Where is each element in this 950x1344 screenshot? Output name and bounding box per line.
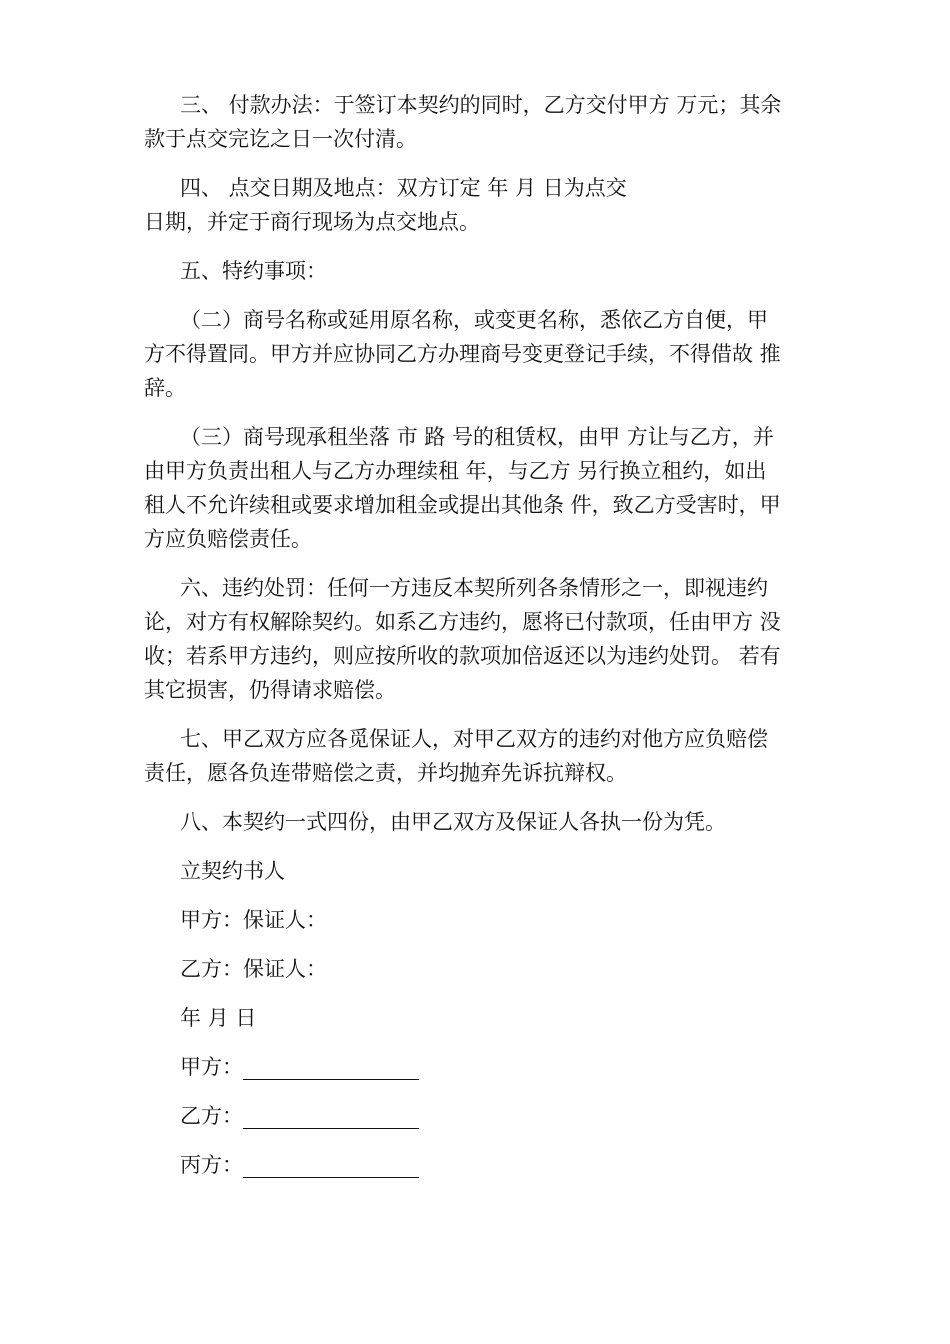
clause-breach-line-1: 六、违约处罚：任何一方违反本契所列各条情形之一，即视违约: [180, 576, 768, 600]
party-b-guarantor-label: 乙方：保证人：: [180, 957, 327, 981]
party-b-label: 乙方：: [180, 1104, 243, 1128]
party-c-signature-line[interactable]: [243, 1157, 419, 1178]
special-term-2-line-1: （二）商号名称或延用原名称，或变更名称，悉依乙方自便，甲: [180, 308, 768, 332]
special-term-3-line-1: （三）商号现承租坐落 市 路 号的租赁权，由甲 方让与乙方，并: [180, 425, 774, 449]
signature-party-b-guarantor: [144, 952, 834, 986]
special-term-3: [144, 420, 834, 556]
clause-breach-line-4: 其它损害，仍得请求赔偿。: [144, 678, 396, 702]
clause-copies-line: 八、本契约一式四份，由甲乙双方及保证人各执一份为凭。: [180, 810, 726, 834]
signature-party-c: [144, 1148, 834, 1182]
clause-breach-line-2: 论，对方有权解除契约。如系乙方违约，愿将已付款项，任由甲方 没: [144, 610, 781, 634]
special-term-2: [144, 303, 834, 405]
clause-handover-date: [144, 171, 834, 239]
clause-payment-line-2: 款于点交完讫之日一次付清。: [144, 127, 417, 151]
clause-handover-line-1: 四、 点交日期及地点：双方订定 年 月 日为点交: [180, 176, 627, 200]
clause-breach-penalty: [144, 571, 834, 707]
clause-payment: [144, 88, 834, 156]
clause-handover-line-2: 日期，并定于商行现场为点交地点。: [144, 210, 480, 234]
clause-guarantors: [144, 722, 834, 790]
clause-breach-line-3: 收；若系甲方违约，则应按所收的款项加倍返还以为违约处罚。 若有: [144, 644, 781, 668]
party-c-label: 丙方：: [180, 1153, 243, 1177]
special-term-3-line-3: 租人不允许续租或要求增加租金或提出其他条 件，致乙方受害时，甲: [144, 493, 781, 517]
signature-party-a: [144, 1050, 834, 1084]
clause-special-terms: [144, 254, 834, 288]
contract-page: [144, 88, 834, 1182]
signature-party-b: [144, 1099, 834, 1133]
special-term-3-line-4: 方应负赔偿责任。: [144, 527, 312, 551]
party-a-label: 甲方：: [180, 1055, 243, 1079]
special-term-2-line-2: 方不得置同。甲方并应协同乙方办理商号变更登记手续，不得借故 推: [144, 342, 781, 366]
party-b-signature-line[interactable]: [243, 1108, 419, 1129]
clause-guarantors-line-2: 责任，愿各负连带赔偿之责，并均抛弃先诉抗辩权。: [144, 761, 627, 785]
signature-date: [144, 1001, 834, 1035]
party-a-guarantor-label: 甲方：保证人：: [180, 908, 327, 932]
special-term-2-line-3: 辞。: [144, 376, 186, 400]
special-term-3-line-2: 由甲方负责出租人与乙方办理续租 年，与乙方 另行换立租约，如出: [144, 459, 767, 483]
party-a-signature-line[interactable]: [243, 1059, 419, 1080]
clause-guarantors-line-1: 七、甲乙双方应各觅保证人，对甲乙双方的违约对他方应负赔偿: [180, 727, 768, 751]
signature-heading: [144, 854, 834, 888]
signature-heading-text: 立契约书人: [180, 859, 285, 883]
clause-payment-line-1: 三、 付款办法：于签订本契约的同时，乙方交付甲方 万元；其余: [180, 93, 782, 117]
signature-date-text: 年 月 日: [180, 1006, 257, 1030]
signature-party-a-guarantor: [144, 903, 834, 937]
clause-copies: [144, 805, 834, 839]
clause-special-terms-title: 五、特约事项：: [180, 259, 327, 283]
